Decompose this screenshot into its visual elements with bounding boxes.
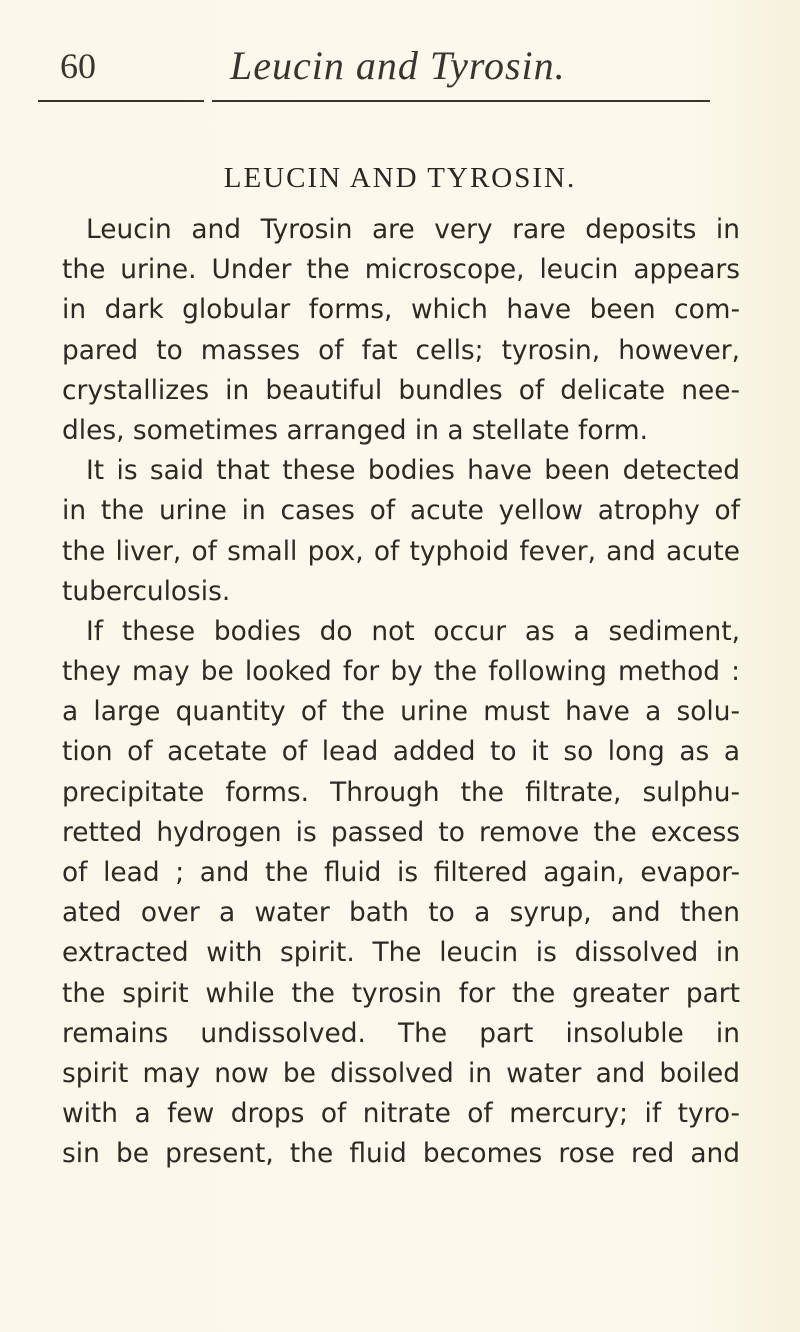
text-line: a large quantity of the urine must have a solu- [62, 696, 740, 728]
text-line: spirit may now be dissolved in water and boiled [62, 1057, 740, 1089]
text-line: in the urine in cases of acute yellow atrophy of [62, 495, 740, 527]
text-line: extracted with spirit. The leucin is dissolved in [62, 937, 740, 969]
text-line: dles, sometimes arranged in a stellate form. [62, 414, 648, 446]
text-line: Leucin and Tyrosin are very rare deposits in [86, 214, 740, 245]
text-line: ated over a water bath to a syrup, and then [62, 897, 740, 929]
text-line: retted hydrogen is passed to remove the excess [62, 816, 740, 848]
header-rule-left [38, 100, 204, 102]
page-number: 60 [60, 46, 96, 86]
text-line: with a few drops of nitrate of mercury; if tyro- [62, 1098, 740, 1130]
text-line: pared to masses of fat cells; tyrosin, however, [62, 334, 740, 366]
text-line: the liver, of small pox, of typhoid fever, and acute [62, 535, 740, 567]
text-line: sin be present, the fluid becomes rose red and [62, 1138, 740, 1170]
text-line: the spirit while the tyrosin for the greater part [62, 977, 740, 1009]
text-line: of lead ; and the fluid is filtered again, evapor- [62, 857, 740, 888]
text-line: tuberculosis. [62, 575, 231, 607]
text-line: tion of acetate of lead added to it so long as a [62, 736, 740, 768]
section-title: LEUCIN AND TYROSIN. [223, 162, 577, 194]
body-text [62, 210, 740, 1175]
text-line: they may be looked for by the following method : [62, 656, 740, 688]
header-rule-right [212, 100, 710, 102]
text-line: the urine. Under the microscope, leucin appears [62, 254, 740, 286]
page-header [38, 44, 738, 94]
text-line: It is said that these bodies have been detected [86, 455, 740, 487]
text-line: remains undissolved. The part insoluble in [62, 1017, 740, 1049]
text-line: crystallizes in beautiful bundles of delicate nee- [62, 374, 740, 406]
running-head: Leucin and Tyrosin. [230, 43, 566, 88]
text-line: precipitate forms. Through the filtrate, sulphu- [62, 776, 740, 808]
text-line: If these bodies do not occur as a sediment, [86, 615, 740, 647]
text-line: in dark globular forms, which have been com- [62, 294, 740, 326]
